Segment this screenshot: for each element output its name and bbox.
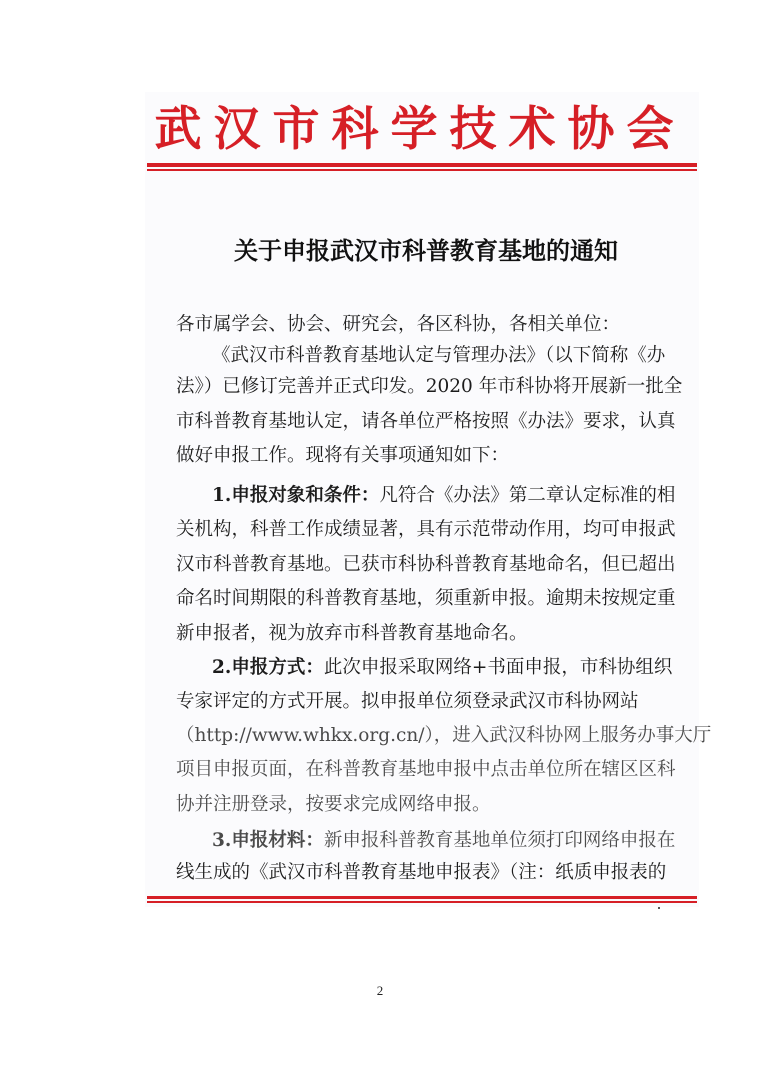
document-title: 关于申报武汉市科普教育基地的通知 xyxy=(234,237,618,265)
salutation: 各市属学会、协会、研究会，各区科协，各相关单位： xyxy=(176,314,621,335)
section-3-heading: 3.申报材料： xyxy=(212,830,324,851)
section-3-first-line xyxy=(212,827,675,855)
letterhead-org-name: 武汉市科学技术协会 xyxy=(154,102,686,157)
footer-rule-thick xyxy=(147,896,697,899)
section-2-first-line xyxy=(212,654,672,682)
scan-speck xyxy=(658,907,660,909)
section-2-heading: 2.申报方式： xyxy=(212,657,324,678)
page-number: 2 xyxy=(376,983,384,998)
intro-line: 市科普教育基地认定，请各单位严格按照《办法》要求，认真 xyxy=(176,411,676,432)
intro-line: 法》）已修订完善并正式印发。2020 年市科协将开展新一批全 xyxy=(176,376,683,397)
section-1-line: 新申报者，视为放弃市科普教育基地命名。 xyxy=(176,623,528,644)
section-2-line: 协并注册登录，按要求完成网络申报。 xyxy=(176,794,491,815)
letterhead-rule-thin xyxy=(147,169,697,171)
letterhead-rule-thick xyxy=(147,163,697,167)
intro-line: 《武汉市科普教育基地认定与管理办法》（以下简称《办 xyxy=(212,345,666,366)
section-2-line: （http://www.whkx.org.cn/），进入武汉科协网上服务办事大厅 xyxy=(176,725,712,746)
section-3-text: 新申报科普教育基地单位须打印网络申报在 xyxy=(323,830,676,851)
section-1-text: 凡符合《办法》第二章认定标准的相 xyxy=(379,485,676,506)
section-1-line: 汉市科普教育基地。已获市科协科普教育基地命名，但已超出 xyxy=(176,554,676,575)
section-1-first-line xyxy=(212,482,675,510)
section-2-text: 此次申报采取网络+书面申报，市科协组织 xyxy=(323,657,673,678)
section-2-line: 专家评定的方式开展。拟申报单位须登录武汉市科协网站 xyxy=(176,691,639,712)
section-3-line: 线生成的《武汉市科普教育基地申报表》（注：纸质申报表的 xyxy=(176,862,667,883)
section-1-heading: 1.申报对象和条件： xyxy=(212,485,380,506)
section-1-line: 关机构，科普工作成绩显著，具有示范带动作用，均可申报武 xyxy=(176,519,676,540)
footer-rule-thin xyxy=(147,901,697,903)
section-2-line: 项目申报页面，在科普教育基地申报中点击单位所在辖区区科 xyxy=(176,759,676,780)
section-1-line: 命名时间期限的科普教育基地，须重新申报。逾期未按规定重 xyxy=(176,588,676,609)
intro-line: 做好申报工作。现将有关事项通知如下： xyxy=(176,445,510,466)
